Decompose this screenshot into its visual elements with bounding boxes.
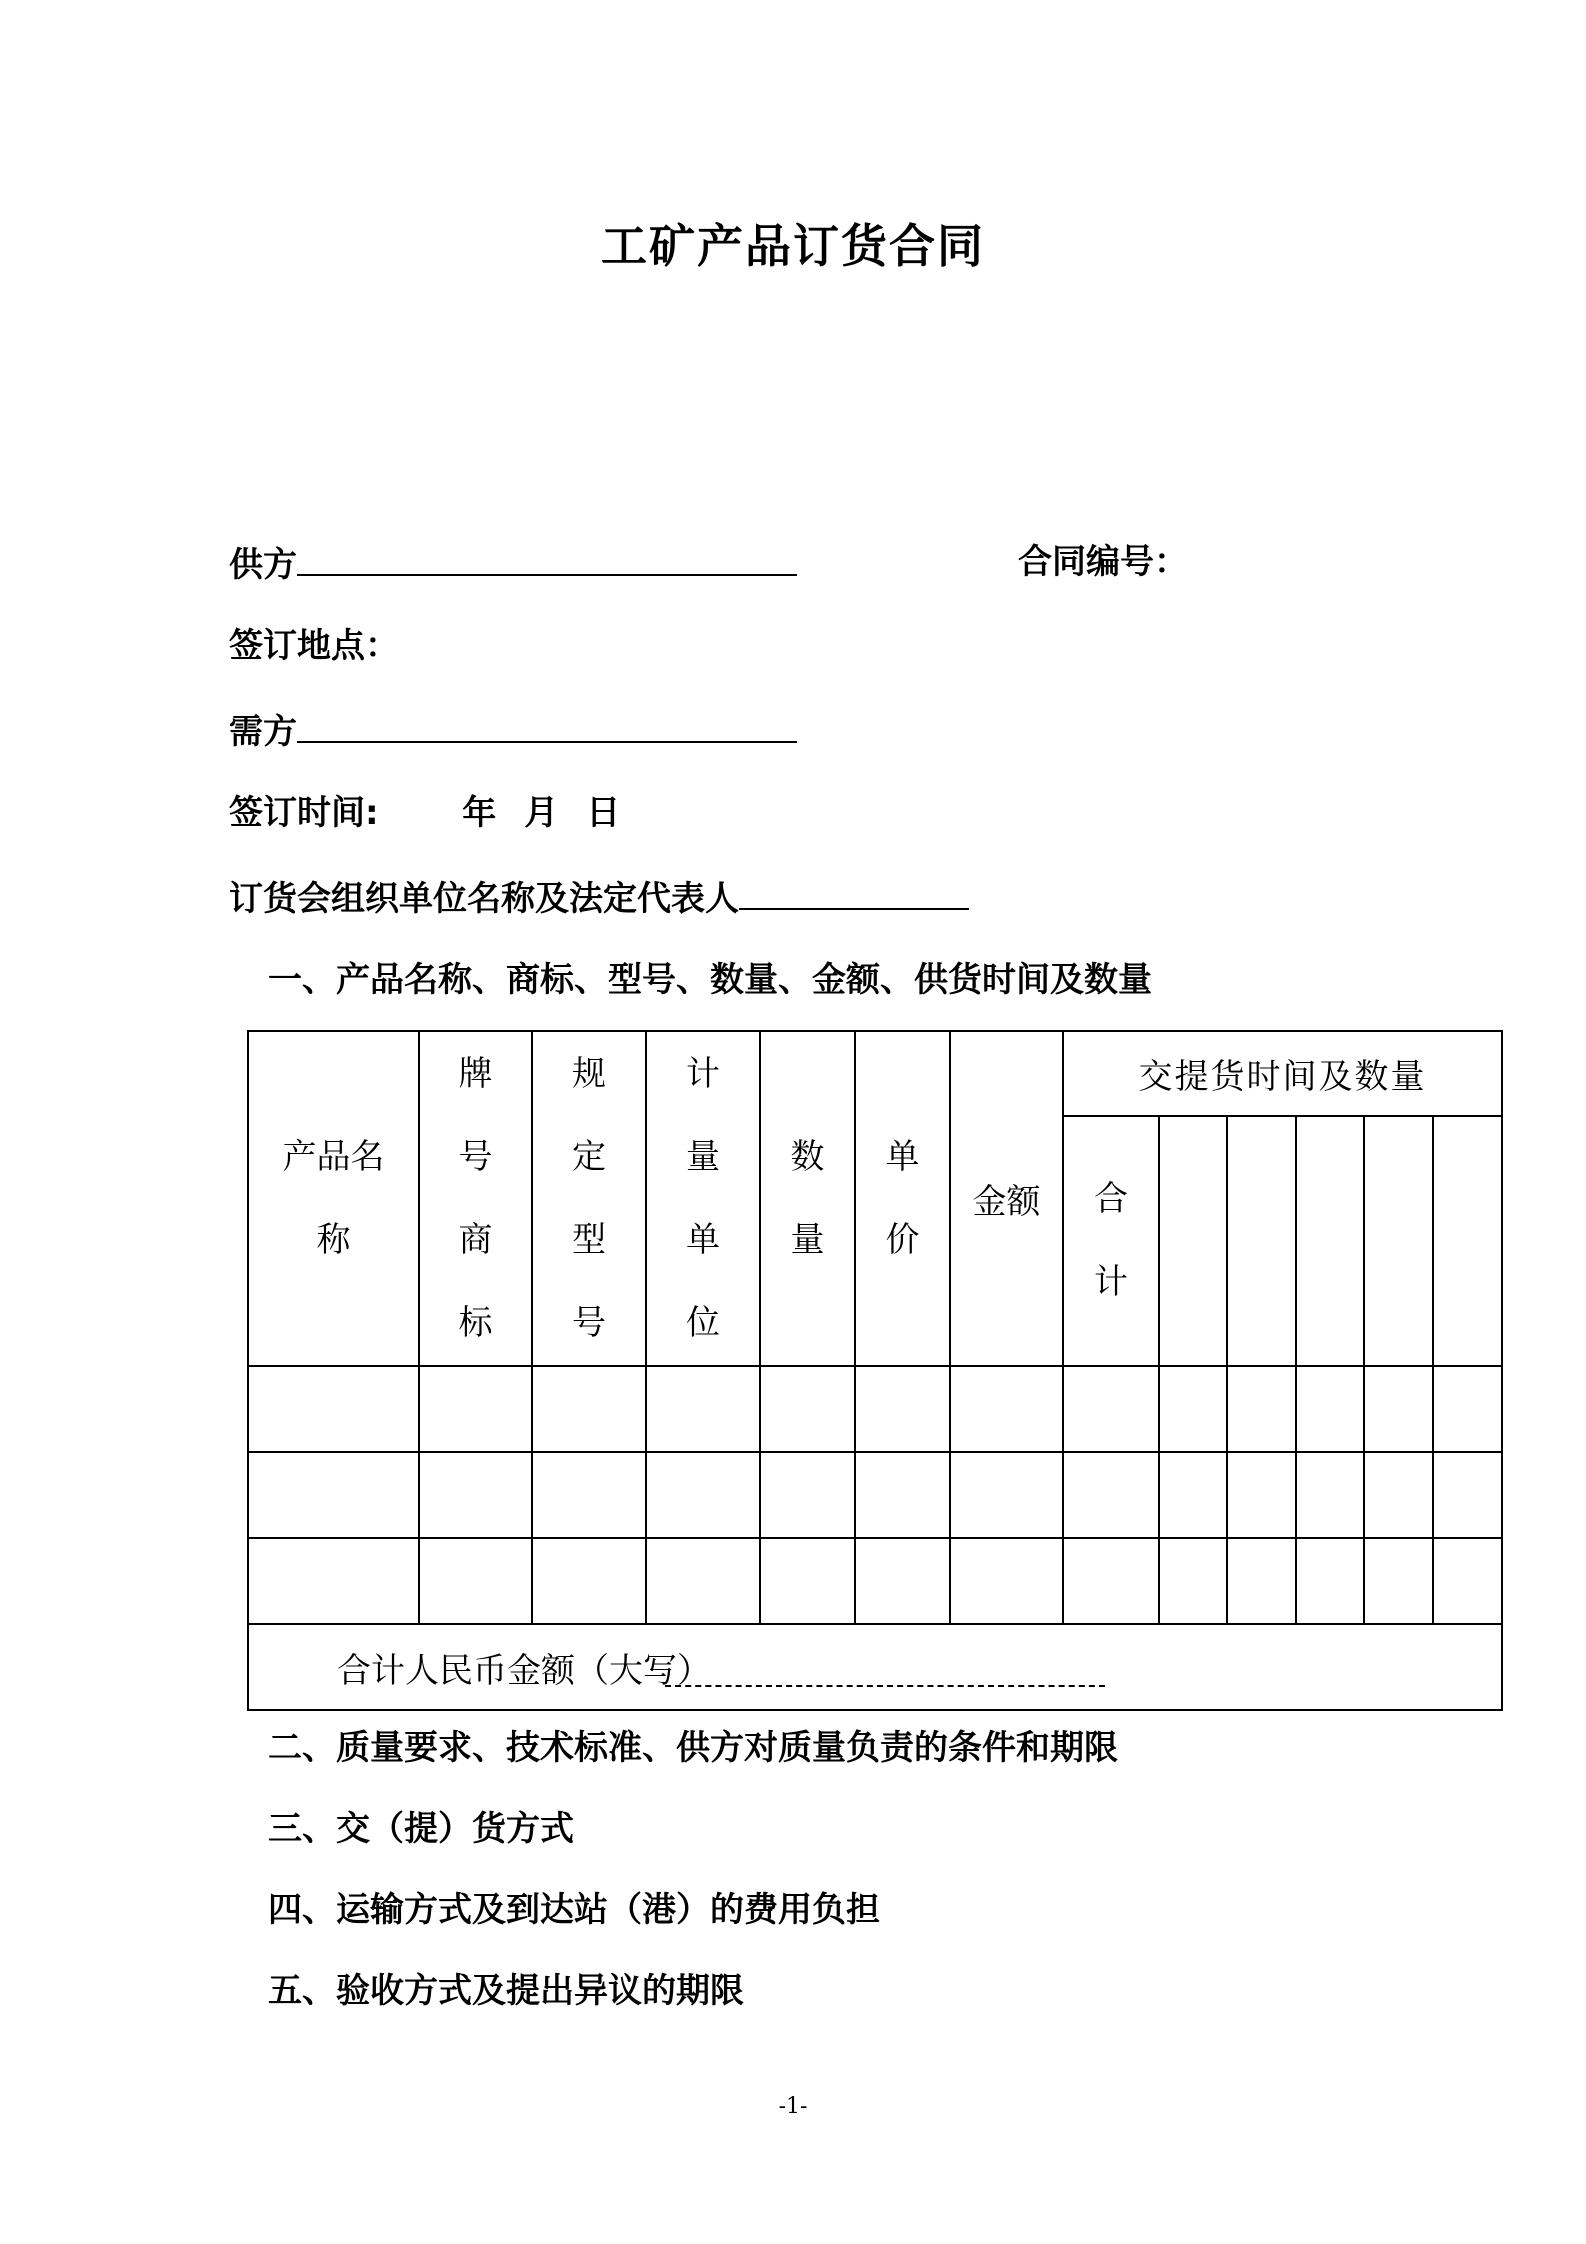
supplier-blank[interactable] xyxy=(297,540,797,576)
header-unit-price: 单 价 xyxy=(855,1031,950,1366)
organizer-field xyxy=(229,874,969,921)
section-2-heading: 二、质量要求、技术标准、供方对质量负责的条件和期限 xyxy=(268,1728,1118,1768)
contract-no-label: 合同编号： xyxy=(1018,542,1188,582)
sign-time-field xyxy=(229,791,620,835)
table-row xyxy=(248,1452,1502,1538)
table-row xyxy=(248,1538,1502,1624)
delivery-col xyxy=(1433,1116,1502,1366)
section-1-heading: 一、产品名称、商标、型号、数量、金额、供货时间及数量 xyxy=(268,960,1152,1000)
page-number: -1- xyxy=(778,2094,808,2119)
supplier-field xyxy=(229,540,797,587)
header-spec: 规 定 型 号 xyxy=(532,1031,646,1366)
header-brand: 牌 号 商 标 xyxy=(419,1031,532,1366)
header-total: 合 计 xyxy=(1063,1116,1159,1366)
section-4-heading: 四、运输方式及到达站（港）的费用负担 xyxy=(268,1890,880,1930)
supplier-label: 供方 xyxy=(229,545,297,585)
day-label: 日 xyxy=(586,793,621,833)
header-delivery: 交提货时间及数量 xyxy=(1063,1031,1502,1116)
month-label: 月 xyxy=(524,793,559,833)
delivery-col xyxy=(1159,1116,1227,1366)
delivery-col xyxy=(1364,1116,1433,1366)
header-product-name: 产品名 称 xyxy=(248,1031,419,1366)
header-unit: 计 量 单 位 xyxy=(646,1031,760,1366)
buyer-blank[interactable] xyxy=(297,707,797,743)
order-table xyxy=(247,1030,1503,1711)
document-title: 工矿产品订货合同 xyxy=(601,219,985,273)
buyer-field xyxy=(229,707,797,754)
sign-place-label: 签订地点： xyxy=(229,626,399,666)
total-amount-blank[interactable] xyxy=(665,1685,1105,1687)
table-row xyxy=(248,1366,1502,1452)
organizer-blank[interactable] xyxy=(739,874,969,910)
year-label: 年 xyxy=(462,793,497,833)
total-amount-label: 合计人民币金额（大写） xyxy=(337,1651,711,1691)
delivery-col xyxy=(1296,1116,1364,1366)
section-5-heading: 五、验收方式及提出异议的期限 xyxy=(268,1971,744,2011)
buyer-label: 需方 xyxy=(229,712,297,752)
header-amount: 金额 xyxy=(950,1031,1063,1366)
header-quantity: 数 量 xyxy=(760,1031,855,1366)
delivery-col xyxy=(1227,1116,1296,1366)
organizer-label: 订货会组织单位名称及法定代表人 xyxy=(229,879,739,919)
total-row xyxy=(248,1624,1502,1710)
section-3-heading: 三、交（提）货方式 xyxy=(268,1809,574,1849)
sign-time-label: 签订时间: xyxy=(229,793,379,833)
